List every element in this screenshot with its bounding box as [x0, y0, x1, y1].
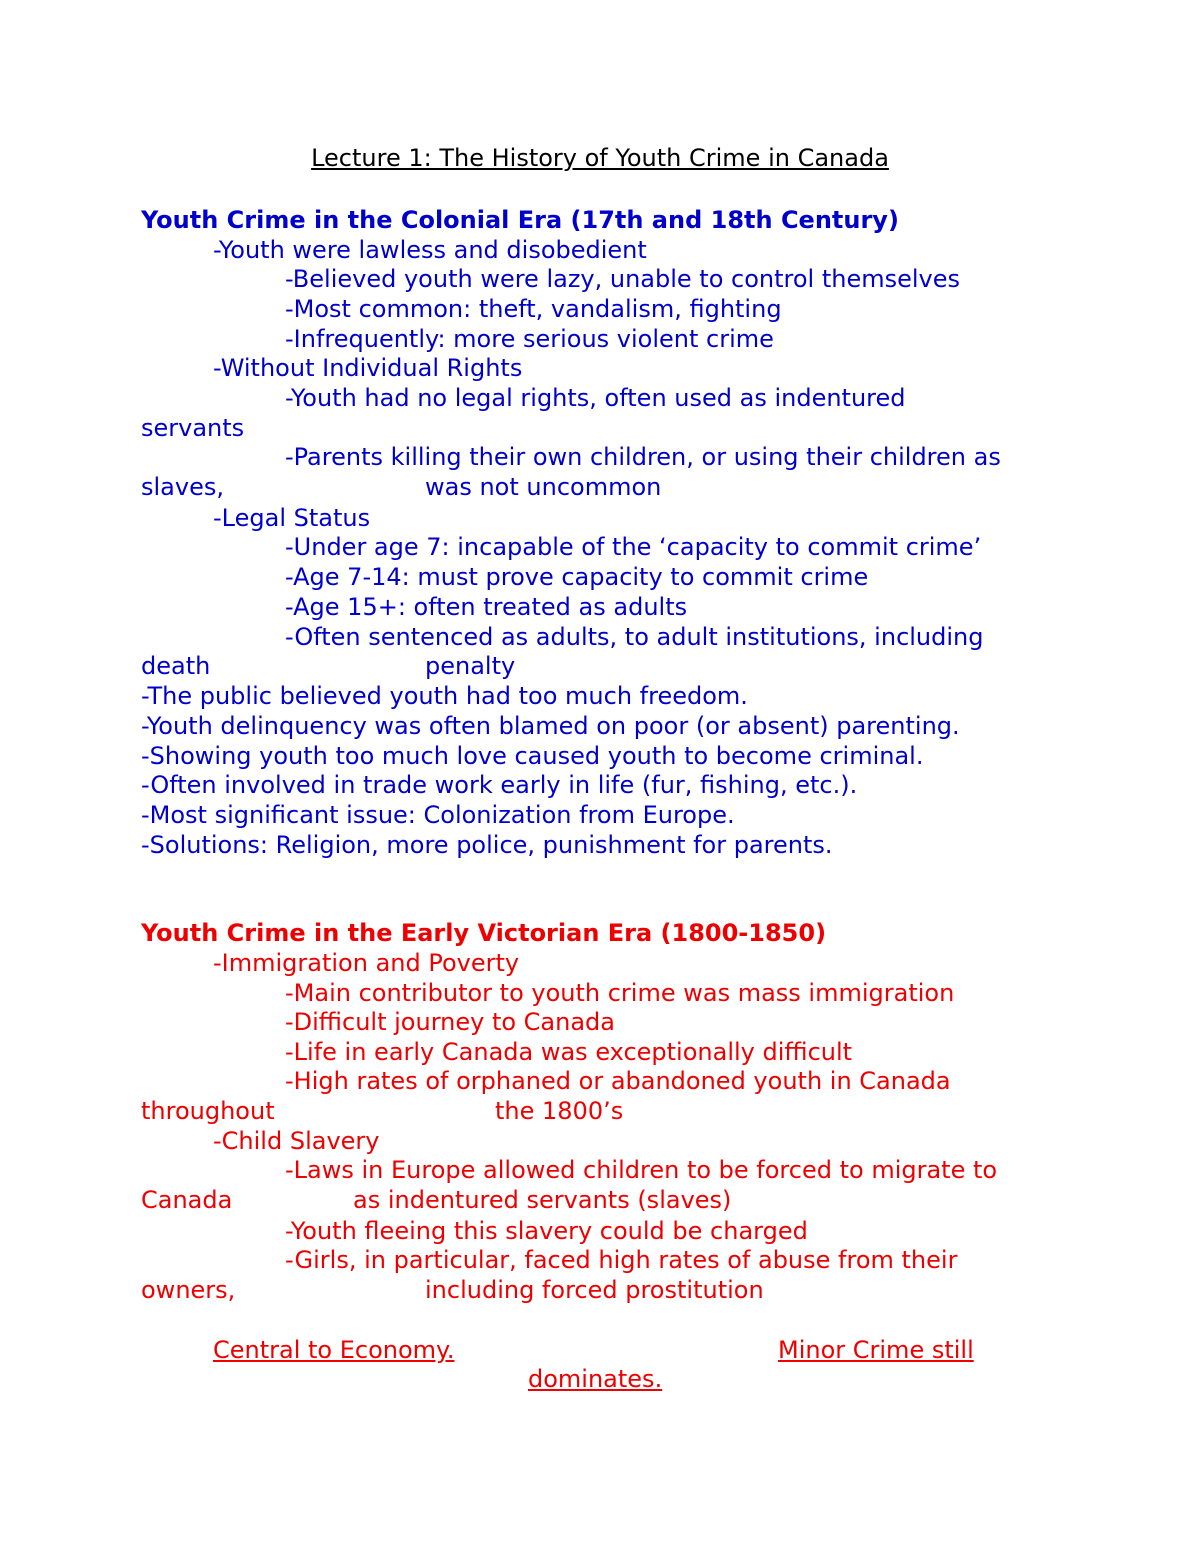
- section2-line: -Difficult journey to Canada: [285, 1008, 615, 1036]
- section1-line: -Under age 7: incapable of the ‘capacity to commit crime’: [285, 533, 982, 561]
- section2-line: as indentured servants (slaves): [353, 1186, 732, 1214]
- section2-line: -Laws in Europe allowed children to be forced to migrate to: [285, 1156, 998, 1184]
- section1-line: -Most common: theft, vandalism, fighting: [285, 295, 782, 323]
- section2-line: the 1800’s: [495, 1097, 624, 1125]
- section1-line: -Often involved in trade work early in life (fur, fishing, etc.).: [141, 771, 858, 799]
- section1-line: -Without Individual Rights: [213, 354, 523, 382]
- section1-line: servants: [141, 414, 245, 442]
- section2-line: owners,: [141, 1276, 236, 1304]
- section1-line: -Believed youth were lazy, unable to control themselves: [285, 265, 961, 293]
- section1-line: death: [141, 652, 211, 680]
- section2-line: -Child Slavery: [213, 1127, 380, 1155]
- section1-line: slaves,: [141, 473, 224, 501]
- footer-phrase: Central to Economy.: [213, 1336, 455, 1364]
- section2-line: Canada: [141, 1186, 233, 1214]
- section1-line: -Solutions: Religion, more police, punishment for parents.: [141, 831, 833, 859]
- section1-line: -The public believed youth had too much freedom.: [141, 682, 748, 710]
- section1-line: -Youth delinquency was often blamed on poor (or absent) parenting.: [141, 712, 960, 740]
- section1-line: -Most significant issue: Colonization from Europe.: [141, 801, 735, 829]
- section2-line: -High rates of orphaned or abandoned youth in Canada: [285, 1067, 951, 1095]
- section1-line: -Youth were lawless and disobedient: [213, 236, 647, 264]
- section2-line: -Immigration and Poverty: [213, 949, 520, 977]
- section2-line: -Youth fleeing this slavery could be charged: [285, 1217, 808, 1245]
- page-title: Lecture 1: The History of Youth Crime in Canada: [311, 144, 889, 172]
- section1-line: -Infrequently: more serious violent crime: [285, 325, 774, 353]
- section1-line: -Showing youth too much love caused youth to become criminal.: [141, 742, 924, 770]
- section1-line: -Legal Status: [213, 504, 371, 532]
- section1-line: -Youth had no legal rights, often used as indentured: [285, 384, 906, 412]
- section1-line: -Often sentenced as adults, to adult institutions, including: [285, 623, 984, 651]
- section1-heading: Youth Crime in the Colonial Era (17th and 18th Century): [141, 206, 899, 234]
- footer-phrase: Minor Crime still: [778, 1336, 974, 1364]
- section1-line: was not uncommon: [425, 473, 662, 501]
- footer-phrase: dominates.: [528, 1365, 663, 1393]
- section2-line: -Girls, in particular, faced high rates of abuse from their: [285, 1246, 958, 1274]
- section1-line: penalty: [425, 652, 516, 680]
- section1-line: -Age 15+: often treated as adults: [285, 593, 688, 621]
- section2-line: throughout: [141, 1097, 275, 1125]
- section1-line: -Age 7-14: must prove capacity to commit crime: [285, 563, 869, 591]
- section2-line: -Main contributor to youth crime was mass immigration: [285, 979, 955, 1007]
- section1-line: -Parents killing their own children, or using their children as: [285, 443, 1001, 471]
- section2-line: -Life in early Canada was exceptionally difficult: [285, 1038, 853, 1066]
- section2-heading: Youth Crime in the Early Victorian Era (1800-1850): [141, 919, 827, 947]
- section2-line: including forced prostitution: [425, 1276, 764, 1304]
